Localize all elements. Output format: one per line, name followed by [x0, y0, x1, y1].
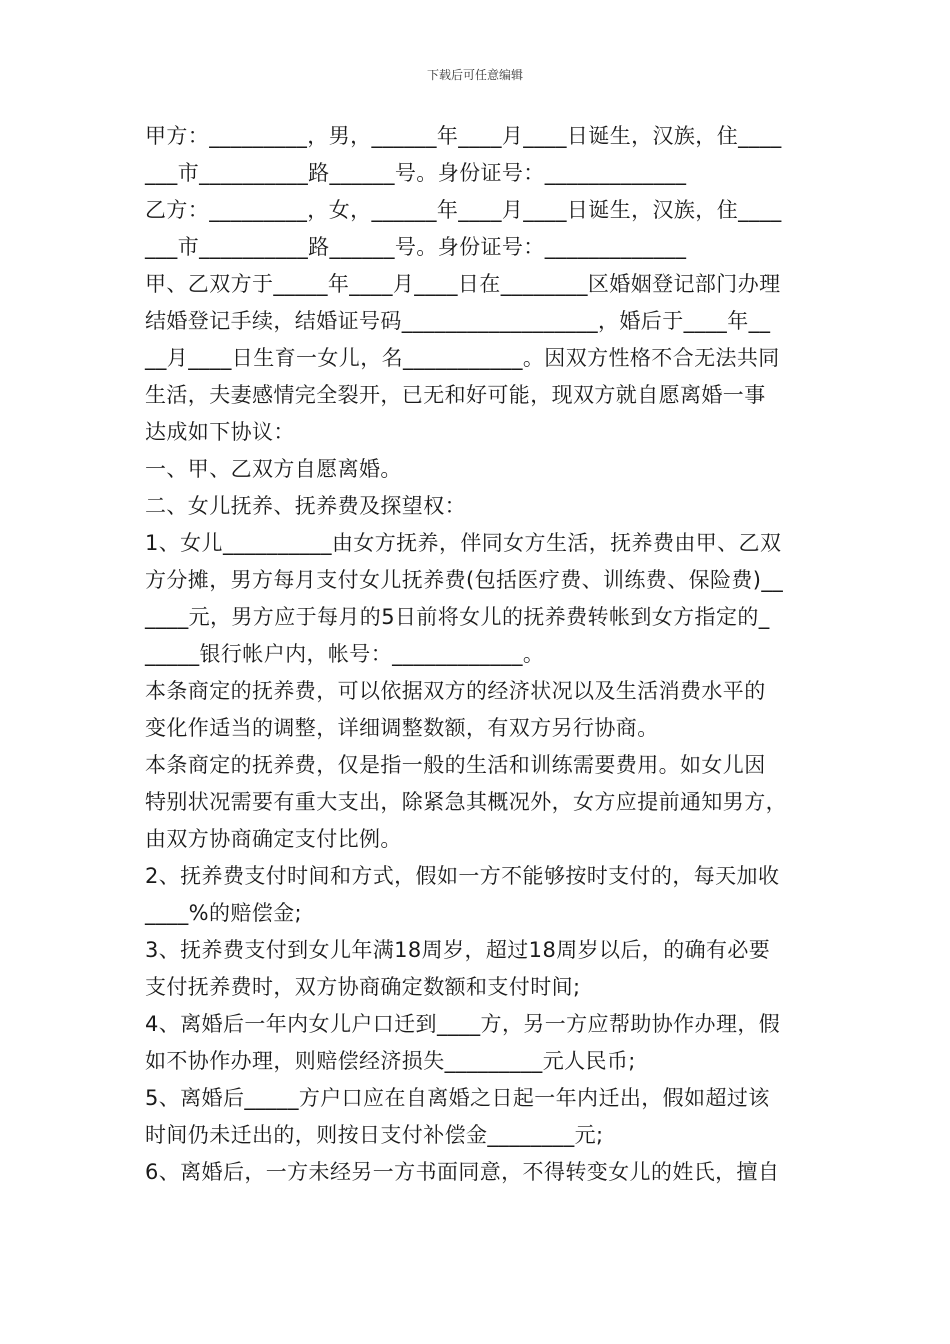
text-line: 变化作适当的调整，详细调整数额，有双方另行协商。 [145, 716, 659, 740]
text-line: 6、离婚后，一方未经另一方书面同意，不得转变女儿的姓氏，擅自 [145, 1160, 780, 1184]
text-line: 由双方协商确定支付比例。 [145, 827, 402, 851]
page-header: 下载后可任意编辑 [426, 68, 523, 82]
text-line: 甲方：_________，男，______年____月____日诞生，汉族，住____ [145, 124, 782, 148]
text-line: 二、女儿抚养、抚养费及探望权： [145, 494, 466, 518]
document-body [145, 118, 825, 1191]
text-line: 一、甲、乙双方自愿离婚。 [145, 457, 402, 481]
text-line: 达成如下协议： [145, 420, 295, 444]
text-line: _____银行帐户内，帐号：____________。 [145, 642, 545, 666]
text-line: 如不协作办理，则赔偿经济损失_________元人民币; [145, 1049, 636, 1073]
text-line: ____%的赔偿金; [145, 901, 303, 925]
text-line: 特别状况需要有重大支出，除紧急其概况外，女方应提前通知男方， [145, 790, 787, 814]
text-line: 方分摊，男方每月支付女儿抚养费(包括医疗费、训练费、保险费)__ [145, 568, 784, 592]
text-line: 本条商定的抚养费，仅是指一般的生活和训练需要费用。如女儿因 [145, 753, 766, 777]
text-line: 乙方：_________，女，______年____月____日诞生，汉族，住____ [145, 198, 782, 222]
text-line: 甲、乙双方于_____年____月____日在________区婚姻登记部门办理 [145, 272, 781, 296]
text-line: 5、离婚后_____方户口应在自离婚之日起一年内迁出，假如超过该 [145, 1086, 770, 1110]
text-line: 本条商定的抚养费，可以依据双方的经济状况以及生活消费水平的 [145, 679, 766, 703]
text-line: 3、抚养费支付到女儿年满18周岁，超过18周岁以后，的确有必要 [145, 938, 771, 962]
text-line: ____元，男方应于每月的5日前将女儿的抚养费转帐到女方指定的_ [145, 605, 770, 629]
text-line: 2、抚养费支付时间和方式，假如一方不能够按时支付的，每天加收 [145, 864, 780, 888]
text-line: __月____日生育一女儿，名___________。因双方性格不合无法共同 [145, 346, 780, 370]
text-line: 1、女儿__________由女方抚养，伴同女方生活，抚养费由甲、乙双 [145, 531, 782, 555]
text-line: 4、离婚后一年内女儿户口迁到____方，另一方应帮助协作办理，假 [145, 1012, 781, 1036]
text-line: ___市__________路______号。身份证号：_____________ [145, 161, 687, 185]
text-line: 支付抚养费时，双方协商确定数额和支付时间; [145, 975, 581, 999]
text-line: ___市__________路______号。身份证号：_____________ [145, 235, 687, 259]
text-line: 生活，夫妻感情完全裂开，已无和好可能，现双方就自愿离婚一事 [145, 383, 766, 407]
text-line: 时间仍未迁出的，则按日支付补偿金________元; [145, 1123, 604, 1147]
text-line: 结婚登记手续，结婚证号码__________________，婚后于____年__ [145, 309, 771, 333]
